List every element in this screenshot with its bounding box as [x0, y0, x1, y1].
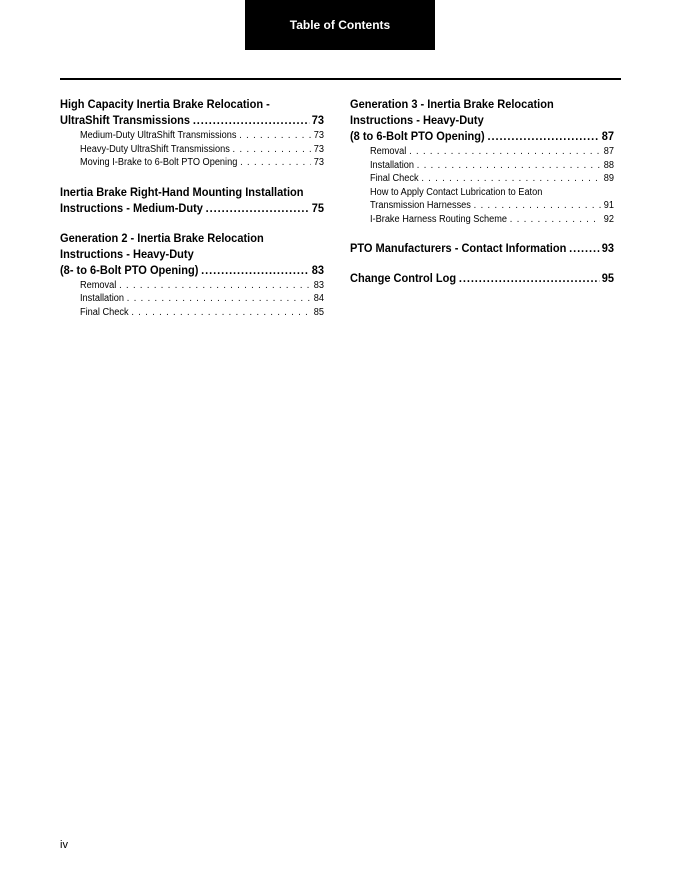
toc-page-number: 83	[313, 279, 325, 291]
dot-leader	[119, 279, 311, 293]
toc-section-title: UltraShift Transmissions	[60, 113, 191, 127]
toc-section-title: Instructions - Medium-Duty	[60, 200, 203, 215]
toc-subentries	[350, 145, 614, 226]
toc-page-number: 87	[601, 129, 614, 143]
toc-leader-row	[350, 240, 614, 256]
toc-section-title: (8- to 6-Bolt PTO Opening)	[60, 262, 199, 277]
toc-section-entry[interactable]	[350, 96, 614, 144]
dot-leader	[487, 128, 598, 144]
dot-leader	[206, 200, 309, 216]
dot-leader	[409, 145, 601, 159]
toc-section-title: Change Control Log	[350, 271, 457, 285]
toc-subentry-title: Medium-Duty UltraShift Transmissions	[80, 130, 237, 141]
toc-page-number: 93	[601, 241, 614, 255]
toc-leader-row	[60, 200, 324, 216]
toc-page-number: 87	[603, 146, 615, 157]
toc-page-number: 73	[311, 113, 324, 127]
toc-page-number: 73	[313, 157, 325, 168]
toc-page-number: 73	[313, 130, 325, 141]
toc-leader-row	[370, 145, 614, 159]
toc-section-title-line: Generation 3 - Inertia Brake Relocation	[350, 97, 554, 111]
dot-leader	[240, 156, 311, 170]
toc-subentry-line: How to Apply Contact Lubrication to Eaton	[370, 186, 543, 198]
toc-page-number: 88	[603, 159, 615, 171]
toc-section-entry[interactable]	[350, 270, 614, 286]
toc-left-column	[60, 96, 324, 333]
dot-leader	[193, 112, 309, 128]
toc-leader-row	[80, 156, 324, 170]
toc-subentry[interactable]	[80, 292, 324, 306]
dot-leader	[421, 172, 601, 186]
toc-subentries	[60, 129, 324, 170]
toc-subentry-title: Moving I-Brake to 6-Bolt PTO Opening	[80, 157, 238, 168]
toc-section-title-line: Instructions - Heavy-Duty	[60, 246, 194, 261]
toc-section-title-line: Inertia Brake Right-Hand Mounting Installation	[60, 184, 304, 199]
toc-leader-row	[80, 292, 324, 306]
toc-subentry[interactable]	[370, 172, 614, 186]
toc-section-entry[interactable]	[60, 230, 324, 278]
toc-leader-row	[80, 306, 324, 320]
toc-page-number: 85	[313, 306, 325, 318]
toc-leader-row	[80, 279, 324, 293]
toc-subentry[interactable]	[370, 159, 614, 173]
dot-leader	[201, 262, 309, 278]
toc-leader-row	[370, 213, 614, 227]
toc-section-title-line: High Capacity Inertia Brake Relocation -	[60, 97, 270, 111]
dot-leader	[233, 143, 311, 157]
toc-subentry[interactable]	[80, 129, 324, 143]
section-tab-header	[245, 0, 435, 50]
toc-subentry-title: I-Brake Harness Routing Scheme	[370, 213, 508, 225]
toc-leader-row	[60, 262, 324, 278]
toc-leader-row	[80, 143, 324, 157]
toc-leader-row	[80, 129, 324, 143]
toc-page-number: 75	[311, 200, 324, 215]
toc-subentry-title: Transmission Harnesses	[370, 200, 471, 211]
toc-right-column	[350, 96, 614, 300]
toc-leader-row	[350, 270, 614, 286]
page-number: iv	[60, 839, 68, 851]
toc-section	[350, 96, 614, 226]
toc-page-number: 91	[603, 200, 615, 211]
toc-leader-row	[370, 199, 614, 213]
toc-page-number: 95	[601, 271, 614, 285]
toc-leader-row	[370, 172, 614, 186]
toc-page-number: 89	[603, 173, 615, 184]
toc-page-number: 84	[313, 293, 325, 304]
toc-section	[350, 240, 614, 256]
toc-section	[350, 270, 614, 286]
dot-leader	[131, 306, 311, 320]
toc-subentries	[60, 279, 324, 320]
toc-subentry-title: Installation	[80, 293, 124, 304]
toc-subentry[interactable]	[80, 279, 324, 293]
toc-subentry-title: Final Check	[370, 173, 419, 184]
toc-section-title-line: Generation 2 - Inertia Brake Relocation	[60, 230, 264, 245]
toc-section-entry[interactable]	[60, 184, 324, 216]
toc-section	[60, 184, 324, 216]
dot-leader	[569, 240, 599, 256]
toc-subentry[interactable]	[370, 145, 614, 159]
dot-leader	[417, 159, 601, 173]
toc-subentry[interactable]	[80, 306, 324, 320]
toc-subentry-title: Final Check	[80, 306, 129, 318]
toc-subentry-title: Installation	[370, 159, 414, 171]
toc-section-title-line: Instructions - Heavy-Duty	[350, 113, 484, 127]
toc-section-title: PTO Manufacturers - Contact Information	[350, 241, 567, 255]
toc-subentry[interactable]	[370, 213, 614, 227]
toc-subentry[interactable]	[80, 143, 324, 157]
toc-page-number: 83	[311, 262, 324, 277]
toc-subentry-title: Removal	[80, 279, 117, 291]
toc-section-entry[interactable]	[350, 240, 614, 256]
toc-section-entry[interactable]	[60, 96, 324, 128]
dot-leader	[459, 270, 599, 286]
dot-leader	[239, 129, 311, 143]
toc-section-title: (8 to 6-Bolt PTO Opening)	[350, 129, 485, 143]
toc-section	[60, 230, 324, 320]
toc-subentry-title: Removal	[370, 146, 407, 157]
toc-page-number: 92	[603, 213, 615, 225]
dot-leader	[510, 213, 601, 227]
section-tab-title: Table of Contents	[289, 18, 391, 32]
toc-section	[60, 96, 324, 170]
toc-page-number: 73	[313, 143, 325, 155]
dot-leader	[127, 292, 311, 306]
toc-subentry-title: Heavy-Duty UltraShift Transmissions	[80, 143, 230, 155]
toc-leader-row	[370, 159, 614, 173]
toc-subentry[interactable]	[370, 186, 614, 213]
toc-leader-row	[350, 128, 614, 144]
toc-leader-row	[60, 112, 324, 128]
dot-leader	[474, 199, 601, 213]
toc-subentry[interactable]	[80, 156, 324, 170]
header-divider	[60, 78, 621, 80]
